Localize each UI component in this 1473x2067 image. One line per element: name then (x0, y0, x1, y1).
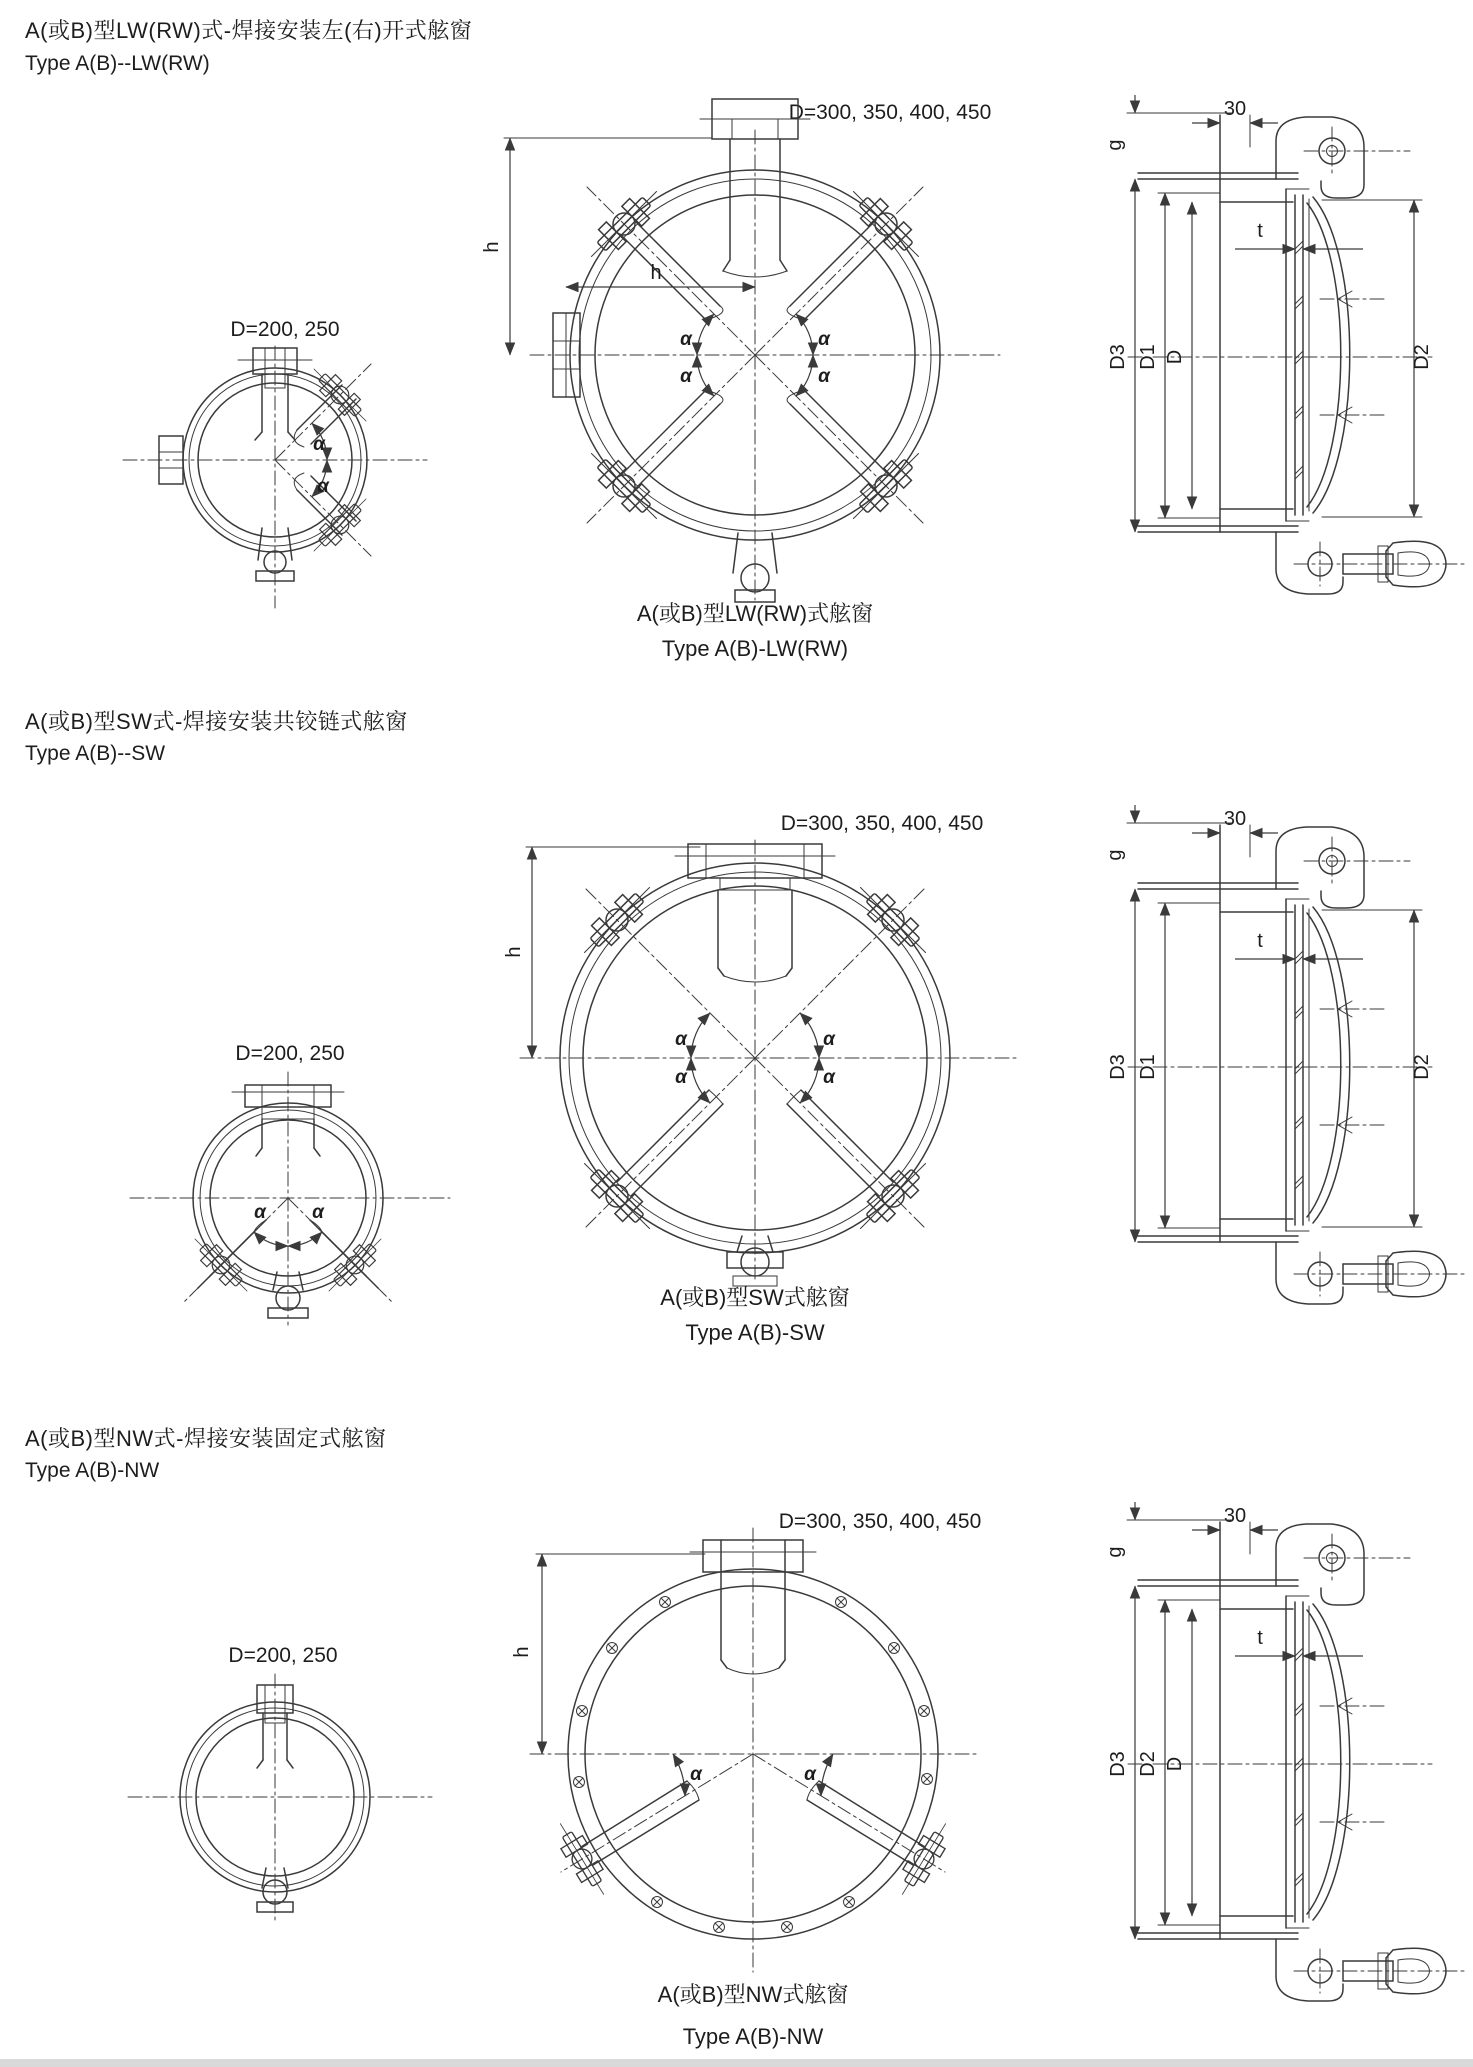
lw-small-diameter-label: D=200, 250 (230, 318, 340, 341)
sw-small-view (110, 1020, 470, 1330)
dim-D3 (1107, 179, 1135, 532)
centerlines (123, 346, 427, 608)
alpha-label: α (680, 366, 692, 387)
lw-caption-zh: A(或B)型LW(RW)式舷窗 (636, 601, 874, 626)
svg-text:D2: D2 (1411, 1054, 1433, 1080)
alpha-label: α (317, 476, 329, 497)
glass-pane (1295, 905, 1309, 1225)
dim-30 (1192, 1505, 1278, 1530)
deadlight-cover (1307, 197, 1388, 513)
glass-pane (1295, 1602, 1309, 1922)
dim-D2 (1322, 200, 1433, 517)
nw-caption-zh: A(或B)型NW式舷窗 (657, 1982, 849, 2007)
svg-text:g: g (1104, 1546, 1126, 1558)
alpha-label: α (312, 1202, 324, 1223)
nw-small-diameter-label: D=200, 250 (228, 1644, 338, 1667)
toggle-bolt (550, 1817, 615, 1901)
svg-text:D: D (1164, 349, 1186, 365)
h-label: h (481, 241, 503, 253)
svg-text:30: 30 (1223, 98, 1247, 120)
centerlines (530, 130, 1000, 600)
sw-section-view (1080, 795, 1470, 1355)
swing-bolt-assembly (1276, 532, 1465, 594)
nw-section-view (1080, 1492, 1470, 2052)
alpha-label: α (675, 1067, 687, 1088)
svg-text:D2: D2 (1411, 344, 1433, 370)
lw-large-view (480, 75, 1040, 685)
top-hinge (1276, 1524, 1410, 1605)
svg-text:D1: D1 (1137, 1054, 1159, 1080)
centerlines (530, 1528, 980, 1972)
svg-text:D: D (1164, 1756, 1186, 1772)
svg-text:D2: D2 (1137, 1751, 1159, 1777)
dim-D1 (1137, 903, 1220, 1228)
sw-large-view (490, 800, 1050, 1360)
lw-section-view (1080, 85, 1470, 645)
centerlines (128, 1674, 432, 1922)
nw-large-diameter-label: D=300, 350, 400, 450 (778, 1510, 982, 1533)
page-bottom-edge (0, 2059, 1473, 2067)
svg-text:30: 30 (1223, 1505, 1247, 1527)
svg-text:D3: D3 (1107, 1751, 1129, 1777)
alpha-label: α (675, 1029, 687, 1050)
alpha-label: α (818, 366, 830, 387)
section-lw-title-zh: A(或B)型LW(RW)式-焊接安装左(右)开式舷窗 (25, 18, 473, 43)
dim-30 (1192, 98, 1278, 123)
svg-text:D1: D1 (1137, 344, 1159, 370)
alpha-label: α (690, 1764, 702, 1785)
alpha-angles (312, 423, 330, 497)
section-lw-title-en: Type A(B)--LW(RW) (25, 52, 210, 75)
nw-small-view (110, 1630, 450, 1930)
nw-large-view (500, 1492, 1020, 2064)
h-label: h (650, 262, 662, 284)
swing-bolt-assembly (1276, 1242, 1465, 1304)
shell-plates (1138, 1580, 1298, 1939)
toggle-bolt (892, 1817, 957, 1901)
alpha-label: α (818, 329, 830, 350)
alpha-label: α (254, 1202, 266, 1223)
nw-caption-en: Type A(B)-NW (682, 2024, 824, 2049)
svg-text:30: 30 (1223, 808, 1247, 830)
top-hinge (1276, 827, 1410, 908)
deadlight-cover (1307, 1604, 1388, 1920)
alpha-label: α (804, 1764, 816, 1785)
svg-text:g: g (1104, 849, 1126, 861)
svg-text:D3: D3 (1107, 1054, 1129, 1080)
section-nw-title-zh: A(或B)型NW式-焊接安装固定式舷窗 (25, 1426, 387, 1451)
deadlight-cover (1307, 907, 1388, 1223)
sw-caption-zh: A(或B)型SW式舷窗 (660, 1285, 850, 1310)
centerlines (520, 840, 1020, 1280)
sw-caption-en: Type A(B)-SW (685, 1320, 825, 1345)
lw-caption-en: Type A(B)-LW(RW) (661, 636, 849, 661)
dim-D3 (1107, 1586, 1135, 1939)
dim-D (1164, 1609, 1192, 1916)
glass-pane (1295, 195, 1309, 515)
shell-plates (1138, 173, 1298, 532)
h-label: h (503, 946, 525, 958)
section-nw-title-en: Type A(B)-NW (25, 1459, 160, 1482)
svg-text:D3: D3 (1107, 344, 1129, 370)
h-dimension-vertical (511, 1554, 705, 1754)
sw-large-diameter-label: D=300, 350, 400, 450 (780, 812, 984, 835)
sw-small-diameter-label: D=200, 250 (235, 1042, 345, 1065)
alpha-label: α (823, 1067, 835, 1088)
section-sw-title-zh: A(或B)型SW式-焊接安装共铰链式舷窗 (25, 709, 408, 734)
dim-D (1164, 202, 1192, 509)
svg-text:t: t (1257, 220, 1263, 242)
swing-bolt-assembly (1276, 1939, 1465, 2001)
section-sw-title-en: Type A(B)--SW (25, 742, 166, 765)
shell-plates (1138, 883, 1298, 1242)
lw-small-view (95, 290, 455, 630)
dim-D2 (1322, 910, 1433, 1227)
svg-text:t: t (1257, 930, 1263, 952)
alpha-label: α (313, 434, 325, 455)
dim-D3 (1107, 889, 1135, 1242)
svg-text:t: t (1257, 1627, 1263, 1649)
lw-large-diameter-label: D=300, 350, 400, 450 (788, 101, 992, 124)
alpha-label: α (680, 329, 692, 350)
dim-30 (1192, 808, 1278, 833)
top-hinge (1276, 117, 1410, 198)
svg-text:g: g (1104, 139, 1126, 151)
h-dimension-vertical (481, 138, 712, 355)
alpha-label: α (823, 1029, 835, 1050)
h-label: h (511, 1646, 533, 1658)
